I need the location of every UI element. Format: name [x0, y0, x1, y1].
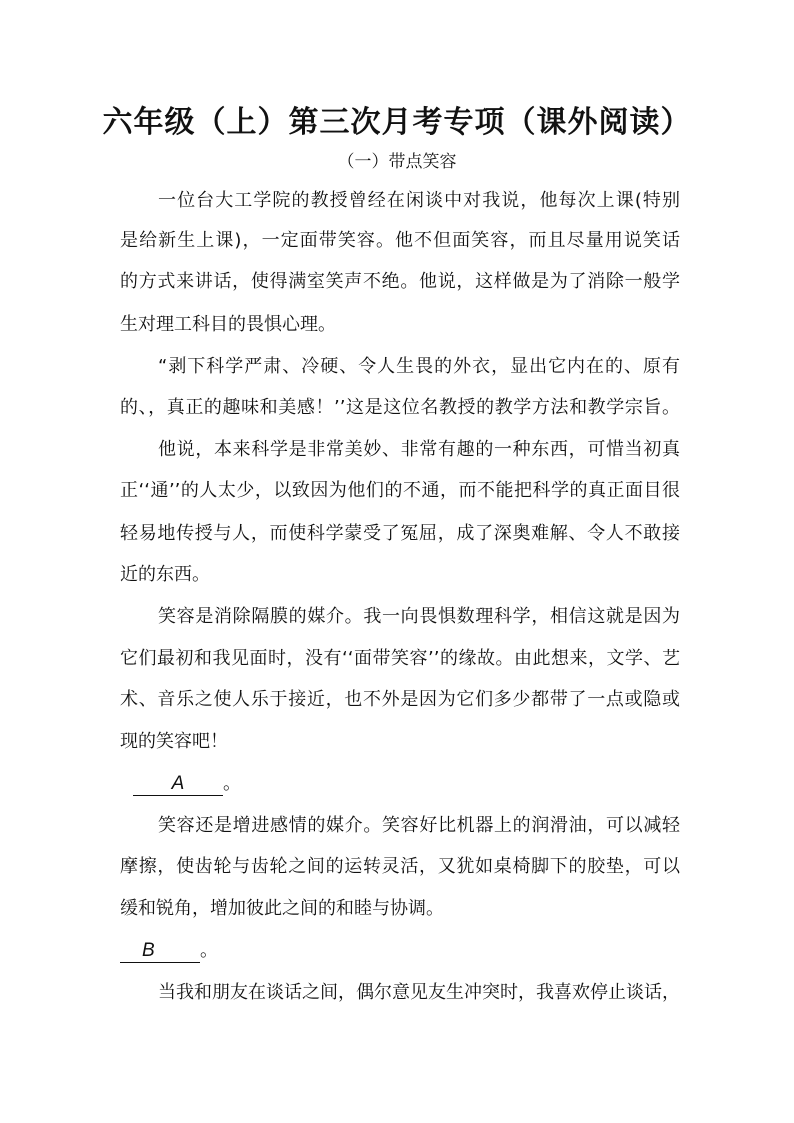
text-line: 近的东西。	[120, 564, 210, 585]
text-line: 他说，本来科学是非常美妙、非常有趣的一种东西，可惜当初真	[158, 439, 680, 460]
blank-b-line	[120, 938, 218, 964]
text-line: 是给新生上课)，一定面带笑容。他不但面笑容，而且尽量用说笑话	[120, 230, 680, 251]
text-line: 术、音乐之使人乐于接近，也不外是因为它们多少都带了一点或隐或	[120, 689, 680, 710]
blank-b-punct: 。	[200, 940, 218, 961]
text-line: 一位台大工学院的教授曾经在闲谈中对我说，他每次上课(特别	[158, 190, 680, 211]
text-line: 生对理工科目的畏惧心理。	[120, 314, 336, 335]
blank-a[interactable]: A	[133, 773, 223, 796]
text-line: 正‘‘通’’的人太少，以致因为他们的不通，而不能把科学的真正面目很	[120, 480, 680, 501]
page-title: 六年级（上）第三次月考专项（课外阅读）	[102, 105, 692, 140]
text-line: 笑容还是增进感情的媒介。笑容好比机器上的润滑油，可以减轻	[158, 815, 680, 836]
text-line: 的、，真正的趣味和美感！’’这是这位名教授的教学方法和教学宗旨。	[120, 397, 680, 418]
text-line: 缓和锐角，增加彼此之间的和睦与协调。	[120, 898, 444, 919]
text-line: 它们最初和我见面时，没有‘‘面带笑容’’的缘故。由此想来，文学、艺	[120, 648, 680, 669]
text-line: 的方式来讲话，使得满室笑声不绝。他说，这样做是为了消除一般学	[120, 271, 680, 292]
blank-a-punct: 。	[223, 773, 241, 794]
text-line: 摩擦，使齿轮与齿轮之间的运转灵活，又犹如桌椅脚下的胶垫，可以	[120, 856, 680, 877]
text-line: 轻易地传授与人，而使科学蒙受了冤屈，成了深奥难解、令人不敢接	[120, 523, 680, 544]
passage-subtitle: （一）带点笑容	[337, 152, 457, 172]
text-line: 现的笑容吧！	[120, 731, 228, 752]
text-line: 笑容是消除隔膜的媒介。我一向畏惧数理科学，相信这就是因为	[158, 606, 680, 627]
blank-a-line	[133, 771, 241, 797]
blank-b[interactable]: B	[120, 940, 200, 963]
text-line: 当我和朋友在谈话之间，偶尔意见友生冲突时，我喜欢停止谈话，	[158, 982, 680, 1003]
text-line: “剥下科学严肃、冷硬、令人生畏的外衣，显出它内在的、原有	[158, 356, 680, 377]
